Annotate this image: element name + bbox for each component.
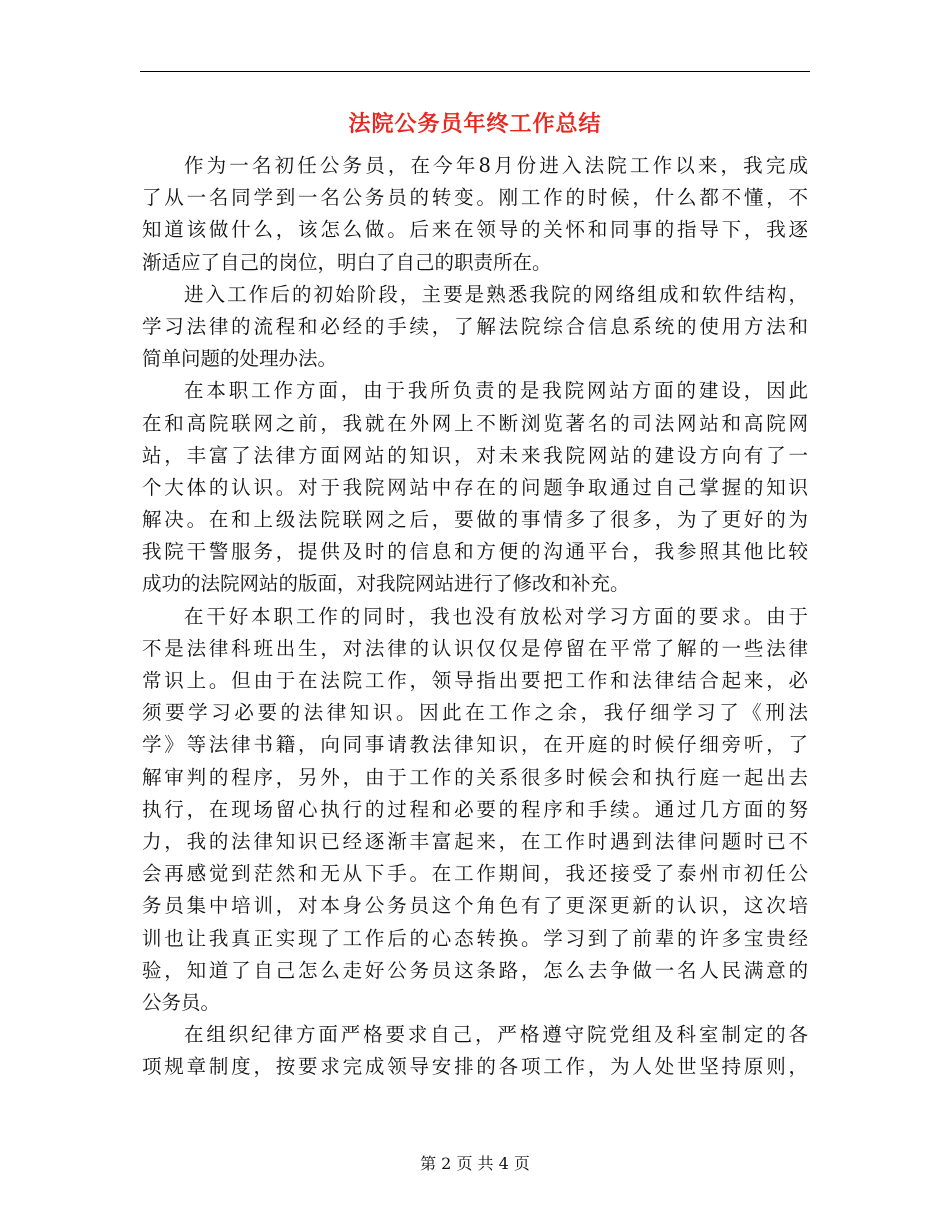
paragraph-line: 我院干警服务，提供及时的信息和方便的沟通平台，我参照其他比较 [142,540,808,564]
paragraph-line: 训也让我真正实现了工作后的心态转换。学习到了前辈的许多宝贵经 [142,926,808,950]
paragraph [142,279,808,376]
paragraph [142,1019,808,1083]
paragraph-line: 公务员。 [142,990,221,1014]
paragraph-line: 会再感觉到茫然和无从下手。在工作期间，我还接受了泰州市初任公 [142,862,808,886]
paragraph-line: 验，知道了自己怎么走好公务员这条路，怎么去争做一名人民满意的 [142,958,808,982]
paragraph-line: 站，丰富了法律方面网站的知识，对未来我院网站的建设方向有了一 [142,443,808,467]
paragraph-line: 在干好本职工作的同时，我也没有放松对学习方面的要求。由于 [184,604,808,628]
paragraph-line: 解审判的程序，另外，由于工作的关系很多时候会和执行庭一起出去 [142,765,808,789]
paragraph-line: 项规章制度，按要求完成领导安排的各项工作，为人处世坚持原则， [142,1055,808,1079]
paragraph [142,601,808,1019]
paragraph-line: 渐适应了自己的岗位，明白了自己的职责所在。 [142,250,552,274]
paragraph-line: 执行，在现场留心执行的过程和必要的程序和手续。通过几方面的努 [142,797,808,821]
paragraph-line: 解决。在和上级法院联网之后，要做的事情多了很多，为了更好的为 [142,508,808,532]
paragraph-line: 作为一名初任公务员，在今年8月份进入法院工作以来，我完成 [184,154,808,177]
paragraph-line: 不是法律科班出生，对法律的认识仅仅是停留在平常了解的一些法律 [142,636,808,660]
paragraph-line: 简单问题的处理办法。 [142,347,338,371]
paragraph-line: 个大体的认识。对于我院网站中存在的问题争取通过自己掌握的知识 [142,475,808,499]
paragraph-line: 在和高院联网之前，我就在外网上不断浏览著名的司法网站和高院网 [142,411,808,435]
paragraph-line: 须要学习必要的法律知识。因此在工作之余，我仔细学习了《刑法 [142,701,808,725]
document-title: 法院公务员年终工作总结 [348,112,602,137]
paragraph-line: 成功的法院网站的版面，对我院网站进行了修改和补充。 [142,572,630,596]
paragraph-line: 学》等法律书籍，向同事请教法律知识，在开庭的时候仔细旁听，了 [142,733,808,757]
paragraph [142,375,808,600]
paragraph-line: 务员集中培训，对本身公务员这个角色有了更深更新的认识，这次培 [142,894,808,918]
page-footer: 第 2 页 共 4 页 [420,1154,530,1173]
paragraph-line: 进入工作后的初始阶段，主要是熟悉我院的网络组成和软件结构， [184,282,808,306]
paragraph-line: 在本职工作方面，由于我所负责的是我院网站方面的建设，因此 [184,379,808,403]
paragraph-line: 力，我的法律知识已经逐渐丰富起来，在工作时遇到法律问题时已不 [142,829,808,853]
paragraph-line: 在组织纪律方面严格要求自己，严格遵守院党组及科室制定的各 [184,1023,808,1047]
paragraph-line: 知道该做什么，该怎么做。后来在领导的关怀和同事的指导下，我逐 [142,218,808,242]
paragraph [142,150,808,279]
paragraph-line: 了从一名同学到一名公务员的转变。刚工作的时候，什么都不懂，不 [142,186,808,210]
header-rule [140,71,810,72]
paragraph-line: 常识上。但由于在法院工作，领导指出要把工作和法律结合起来，必 [142,669,808,692]
paragraph-line: 学习法律的流程和必经的手续，了解法院综合信息系统的使用方法和 [142,314,808,338]
document-body [142,150,808,1083]
